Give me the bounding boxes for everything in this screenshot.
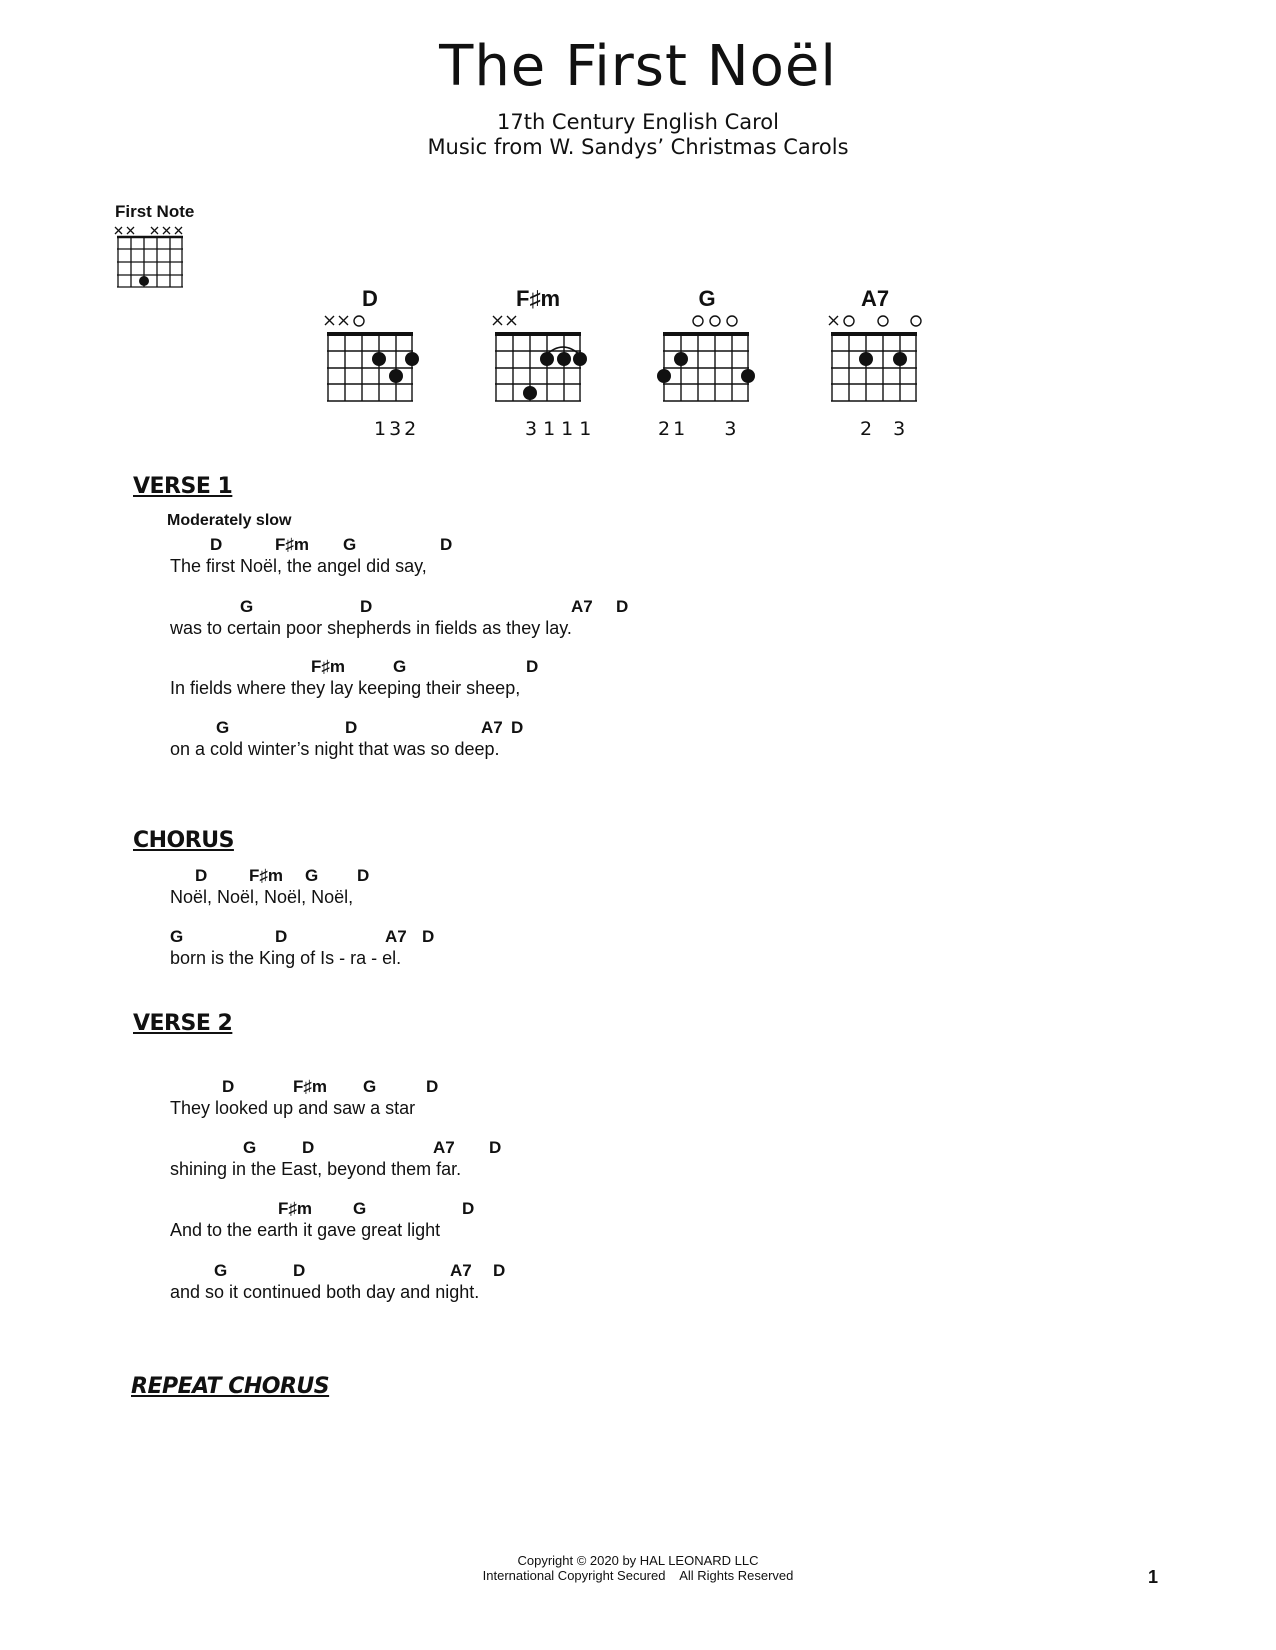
lyric-line: on a cold winter’s night that was so deep. — [170, 739, 500, 759]
chord-symbol: A7 — [433, 1138, 455, 1157]
chord-diagram-fsharpm — [493, 316, 588, 412]
chord-symbol: D — [360, 597, 373, 616]
chord-symbol: D — [357, 866, 370, 885]
chord-symbol: D — [293, 1261, 306, 1280]
rights-line: International Copyright Secured All Rights Reserved — [482, 1568, 794, 1583]
chord-symbol: D — [222, 1077, 235, 1096]
chord-symbol: F♯m — [278, 1199, 312, 1218]
section-repeat-chorus: REPEAT CHORUS — [131, 1374, 330, 1399]
chord-symbol: D — [422, 927, 435, 946]
section-chorus: CHORUS — [133, 828, 234, 853]
lyric-line: They looked up and saw a star — [170, 1098, 416, 1118]
chord-symbol: A7 — [481, 718, 503, 737]
chord-symbol: G — [343, 535, 357, 554]
chord-fingering-fsharpm: 3111 — [525, 418, 598, 440]
lyric-line: And to the earth it gave great light — [170, 1220, 441, 1240]
chord-symbol: G — [216, 718, 230, 737]
chord-symbol: F♯m — [311, 657, 345, 676]
chord-name-g: G — [698, 286, 716, 311]
chord-fingering-g: 21 3 — [658, 418, 740, 440]
chord-symbol: D — [511, 718, 524, 737]
chord-symbol: D — [493, 1261, 506, 1280]
lyric-line: In fields where they lay keeping their sheep, — [170, 678, 521, 698]
chord-symbol: G — [214, 1261, 228, 1280]
section-verse-2: VERSE 2 — [133, 1011, 233, 1036]
chord-symbol: G — [305, 866, 319, 885]
song-title: The First Noël — [439, 34, 837, 99]
chord-symbol: G — [363, 1077, 377, 1096]
chord-symbol: D — [616, 597, 629, 616]
chord-symbol: A7 — [571, 597, 593, 616]
chord-symbol: F♯m — [293, 1077, 327, 1096]
chord-symbol: A7 — [385, 927, 407, 946]
chord-symbol: D — [275, 927, 288, 946]
chord-symbol: D — [440, 535, 453, 554]
chord-symbol: D — [462, 1199, 475, 1218]
chord-symbol: D — [426, 1077, 439, 1096]
chord-symbol: D — [195, 866, 208, 885]
chord-name-a7: A7 — [860, 286, 890, 311]
song-origin: 17th Century English Carol — [496, 110, 779, 134]
section-verse-1: VERSE 1 — [133, 474, 233, 499]
chord-symbol: G — [240, 597, 254, 616]
page-number: 1 — [1148, 1567, 1159, 1587]
copyright-notice — [0, 1553, 1276, 1583]
chord-symbol: D — [302, 1138, 315, 1157]
chord-fingering-a7: 2 3 — [860, 418, 909, 440]
chord-name-fsharpm: F♯m — [516, 286, 560, 311]
chord-symbol: G — [393, 657, 407, 676]
lyric-line: shining in the East, beyond them far. — [170, 1159, 462, 1179]
lyric-line: and so it continued both day and night. — [170, 1282, 480, 1302]
copyright-line: Copyright © 2020 by HAL LEONARD LLC — [517, 1553, 759, 1568]
chord-symbol: D — [345, 718, 358, 737]
chord-symbol: D — [489, 1138, 502, 1157]
first-note-label: First Note — [115, 202, 195, 221]
first-note-diagram — [115, 226, 195, 292]
chord-symbol: D — [526, 657, 539, 676]
chord-diagram-g — [661, 316, 756, 412]
chord-diagram-a7 — [829, 316, 929, 412]
chord-name-d: D — [362, 286, 378, 311]
lyric-line: was to certain poor shepherds in fields as they lay. — [170, 618, 572, 638]
lyric-line: born is the King of Is - ra - el. — [170, 948, 402, 968]
song-source: Music from W. Sandys’ Christmas Carols — [427, 135, 849, 159]
chord-symbol: F♯m — [275, 535, 309, 554]
lyric-line: The first Noël, the angel did say, — [170, 556, 427, 576]
chord-fingering-d: 132 — [374, 418, 420, 440]
chord-symbol: D — [210, 535, 223, 554]
chord-diagram-d — [325, 316, 420, 412]
chord-symbol: G — [353, 1199, 367, 1218]
lyric-line: Noël, Noël, Noël, Noël, — [170, 887, 354, 907]
chord-symbol: F♯m — [249, 866, 283, 885]
tempo-marking: Moderately slow — [167, 512, 292, 529]
chord-symbol: G — [170, 927, 184, 946]
chord-symbol: G — [243, 1138, 257, 1157]
chord-symbol: A7 — [450, 1261, 472, 1280]
